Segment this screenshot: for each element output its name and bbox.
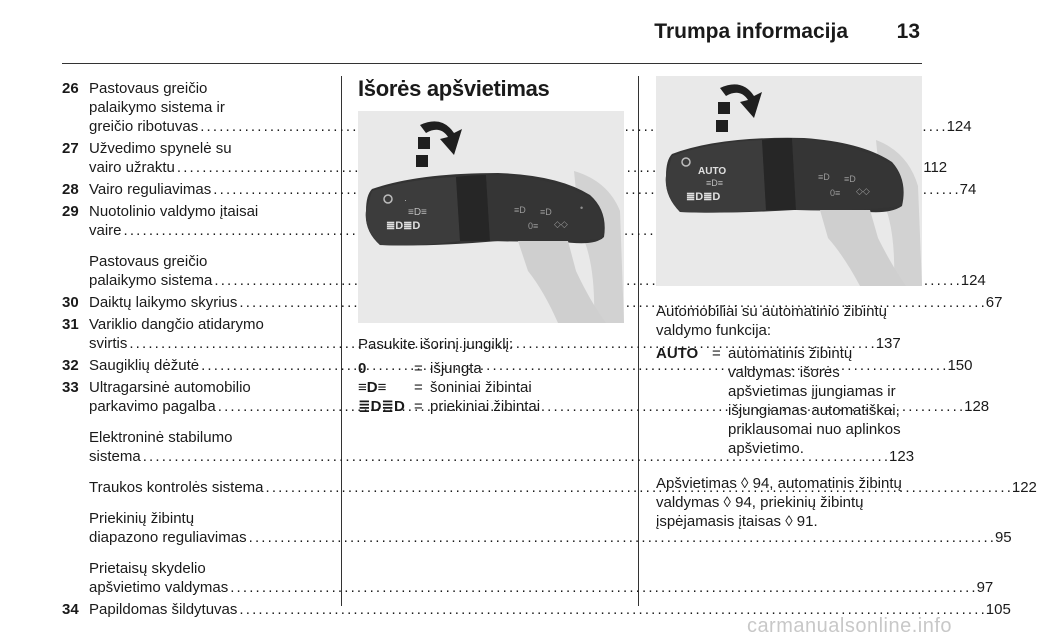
toc-entry-number: 34 xyxy=(62,601,79,618)
toc-entry-page[interactable]: 128 xyxy=(964,398,990,415)
switch-positions-list xyxy=(358,359,624,416)
svg-text:0≡: 0≡ xyxy=(528,221,539,231)
toc-entry-page[interactable]: 105 xyxy=(985,601,1011,618)
toc-entry-number: 30 xyxy=(62,294,79,311)
toc-entry-label: palaikymo sistema xyxy=(89,272,213,289)
cross-references: Apšvietimas ◊ 94, automatinis žibintų valdymas ◊ 94, priekinių žibintų įspėjamasis įtaisas ◊ 91. xyxy=(656,475,902,530)
toc-entry-page[interactable]: 97 xyxy=(976,579,994,596)
instruction-text: Pasukite išorinį jungiklį: xyxy=(358,336,514,353)
auto-eq: = xyxy=(712,345,721,362)
toc-entry-last-line xyxy=(89,578,993,597)
toc-entry-label: Saugiklių dėžutė xyxy=(89,357,200,374)
switch-position-term: 0 xyxy=(358,360,367,377)
svg-text:◇◇: ◇◇ xyxy=(856,186,870,196)
auto-def: automatinis žibintų valdymas: išorės apšvietimas įjungiamas ir išjungiamas automatiškai, priklausomai nuo aplinkos apšvietimo. xyxy=(728,345,901,457)
toc-entry-line: Priekinių žibintų xyxy=(89,510,195,527)
switch-position-row xyxy=(358,378,624,397)
svg-text:◇◇: ◇◇ xyxy=(554,219,568,229)
toc-entry-line: Užvedimo spynelė su xyxy=(89,140,232,157)
toc-entry xyxy=(62,600,1011,619)
light-switch-figure-1 xyxy=(358,111,624,323)
switch-position-term: ≣D≣D xyxy=(358,398,405,415)
auto-intro-text: Automobiliai su automatinio žibintų valdymo funkcija: xyxy=(656,303,887,339)
toc-entry-page[interactable]: 150 xyxy=(947,357,973,374)
toc-entry-number xyxy=(62,509,89,547)
svg-text:≡D: ≡D xyxy=(844,174,856,184)
toc-entry-page[interactable]: 112 xyxy=(923,159,948,176)
toc-entry-line: Elektroninė stabilumo xyxy=(89,429,233,446)
svg-text:≣D≣D: ≣D≣D xyxy=(386,220,421,232)
page-title: Trumpa informacija xyxy=(654,20,848,43)
toc-entry-label: sistema xyxy=(89,448,141,465)
switch-position-term: ≡D≡ xyxy=(358,379,387,396)
svg-text:0≡: 0≡ xyxy=(830,188,841,198)
toc-entry-page[interactable]: 95 xyxy=(994,529,1012,546)
light-switch-figure-2 xyxy=(656,76,922,286)
toc-entry-label: vaire xyxy=(89,222,122,239)
watermark: carmanualsonline.info xyxy=(746,615,952,637)
switch-position-def: priekiniai žibintai xyxy=(430,398,541,415)
toc-entry-page[interactable]: 74 xyxy=(959,181,977,198)
toc-entry xyxy=(62,202,324,240)
toc-entry-number xyxy=(62,478,89,497)
svg-text:≡D: ≡D xyxy=(818,172,830,182)
svg-text:•: • xyxy=(580,203,584,213)
switch-position-def: išjungta xyxy=(430,360,482,377)
toc-entry-text xyxy=(89,559,993,597)
page-number: 13 xyxy=(896,20,920,43)
svg-text:·: · xyxy=(404,195,407,205)
toc-entry-number xyxy=(62,559,89,597)
toc-entry-page[interactable]: 124 xyxy=(960,272,986,289)
exterior-lighting-column xyxy=(358,76,624,416)
toc-entry xyxy=(62,252,986,290)
header-rule xyxy=(62,63,922,64)
switch-position-eq: = xyxy=(414,360,423,377)
svg-text:≡D: ≡D xyxy=(514,205,526,215)
toc-entry-number: 32 xyxy=(62,357,79,374)
toc-entry-page[interactable]: 124 xyxy=(946,118,972,135)
toc-entry-label: Daiktų laikymo skyrius xyxy=(89,294,238,311)
switch-position-row xyxy=(358,397,624,416)
auto-light-switch-illustration xyxy=(656,76,922,286)
auto-lighting-column xyxy=(656,76,922,531)
section-heading: Išorės apšvietimas xyxy=(358,76,550,101)
svg-text:≣D≣D: ≣D≣D xyxy=(686,191,721,203)
toc-entry-label: svirtis xyxy=(89,335,128,352)
switch-position-row xyxy=(358,359,624,378)
toc-entry-page[interactable]: 123 xyxy=(889,448,915,465)
toc-entry xyxy=(62,509,1012,547)
svg-text:≡D≡: ≡D≡ xyxy=(408,207,427,218)
toc-entry-page[interactable]: 137 xyxy=(875,335,901,352)
auto-term: AUTO xyxy=(656,345,699,362)
toc-entry-label: parkavimo pagalba xyxy=(89,398,216,415)
auto-definition xyxy=(656,344,922,458)
toc-entry-label: vairo užraktu xyxy=(89,159,175,176)
switch-position-eq: = xyxy=(414,379,423,396)
toc-entry-line: Pastovaus greičio xyxy=(89,253,208,270)
auto-label: AUTO xyxy=(698,166,727,177)
toc-entry-page[interactable]: 122 xyxy=(1011,479,1037,496)
toc-entry-page[interactable]: 67 xyxy=(985,294,1003,311)
toc-entry-label: apšvietimo valdymas xyxy=(89,579,229,596)
toc-entry-number xyxy=(62,252,89,290)
toc-entry-line: Pastovaus greičio xyxy=(89,80,208,97)
toc-entry-number: 26 xyxy=(62,80,79,97)
svg-text:≡D: ≡D xyxy=(540,207,552,217)
toc-entry-line: palaikymo sistema ir xyxy=(89,99,225,116)
toc-entry-label: Traukos kontrolės sistema xyxy=(89,479,264,496)
toc-entry-number: 29 xyxy=(62,203,79,220)
page-header xyxy=(0,0,960,64)
toc-entry-line: Nuotolinio valdymo įtaisai xyxy=(89,203,259,220)
toc-entry xyxy=(62,478,1037,497)
toc-entry-number xyxy=(62,428,89,466)
toc-entry-line: Variklio dangčio atidarymo xyxy=(89,316,264,333)
svg-text:≡D≡: ≡D≡ xyxy=(706,178,724,188)
toc-entry xyxy=(62,293,1003,312)
switch-position-eq: = xyxy=(414,398,423,415)
toc-leader-dots xyxy=(230,578,974,597)
toc-entry-number: 28 xyxy=(62,181,79,198)
toc-entry xyxy=(62,559,994,597)
toc-entry-label: Vairo reguliavimas xyxy=(89,181,212,198)
toc-entry-number: 33 xyxy=(62,379,79,396)
light-switch-illustration xyxy=(358,111,624,323)
toc-entry-label: diapazono reguliavimas xyxy=(89,529,247,546)
toc-entry-label: greičio ribotuvas xyxy=(89,118,199,135)
toc-entry-number: 27 xyxy=(62,140,79,157)
toc-entry-line: Ultragarsinė automobilio xyxy=(89,379,251,396)
toc-entry-label: Papildomas šildytuvas xyxy=(89,601,238,618)
toc-entry xyxy=(62,428,915,466)
switch-position-def: šoniniai žibintai xyxy=(430,379,532,396)
toc-entry-line: Prietaisų skydelio xyxy=(89,560,206,577)
toc-entry-number: 31 xyxy=(62,316,79,333)
